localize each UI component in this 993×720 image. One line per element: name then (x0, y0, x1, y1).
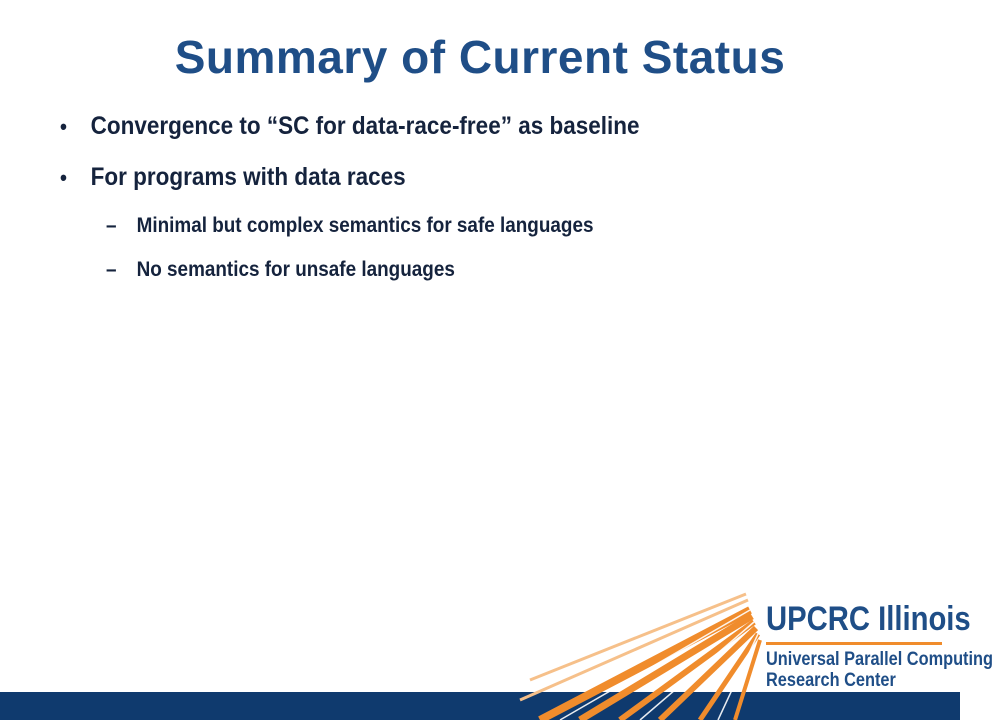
bullet-list (60, 112, 920, 302)
sub-bullet-item (106, 258, 839, 282)
sub-bullet-marker: – (106, 214, 117, 237)
bullet-marker: • (60, 114, 67, 139)
sub-bullet-text: No semantics for unsafe languages (136, 258, 455, 281)
logo-name: UPCRC Illinois (766, 600, 971, 638)
logo-subtitle-line2: Research Center (766, 670, 896, 691)
sub-bullet-marker: – (106, 258, 117, 281)
bullet-marker: • (60, 165, 67, 190)
logo-subtitle-line1: Universal Parallel Computing (766, 649, 993, 670)
sub-bullet-text: Minimal but complex semantics for safe languages (136, 214, 594, 237)
bullet-item (60, 163, 834, 192)
sub-bullet-item (106, 214, 839, 238)
bullet-text: For programs with data races (90, 163, 406, 191)
slide-title: Summary of Current Status (174, 31, 786, 83)
bullet-item (60, 112, 834, 141)
upcrc-logo (766, 600, 993, 691)
bullet-text: Convergence to “SC for data-race-free” as baseline (90, 112, 640, 140)
logo-divider (766, 642, 942, 645)
footer-bar (0, 692, 960, 720)
sunburst-rays-graphic (520, 590, 780, 720)
